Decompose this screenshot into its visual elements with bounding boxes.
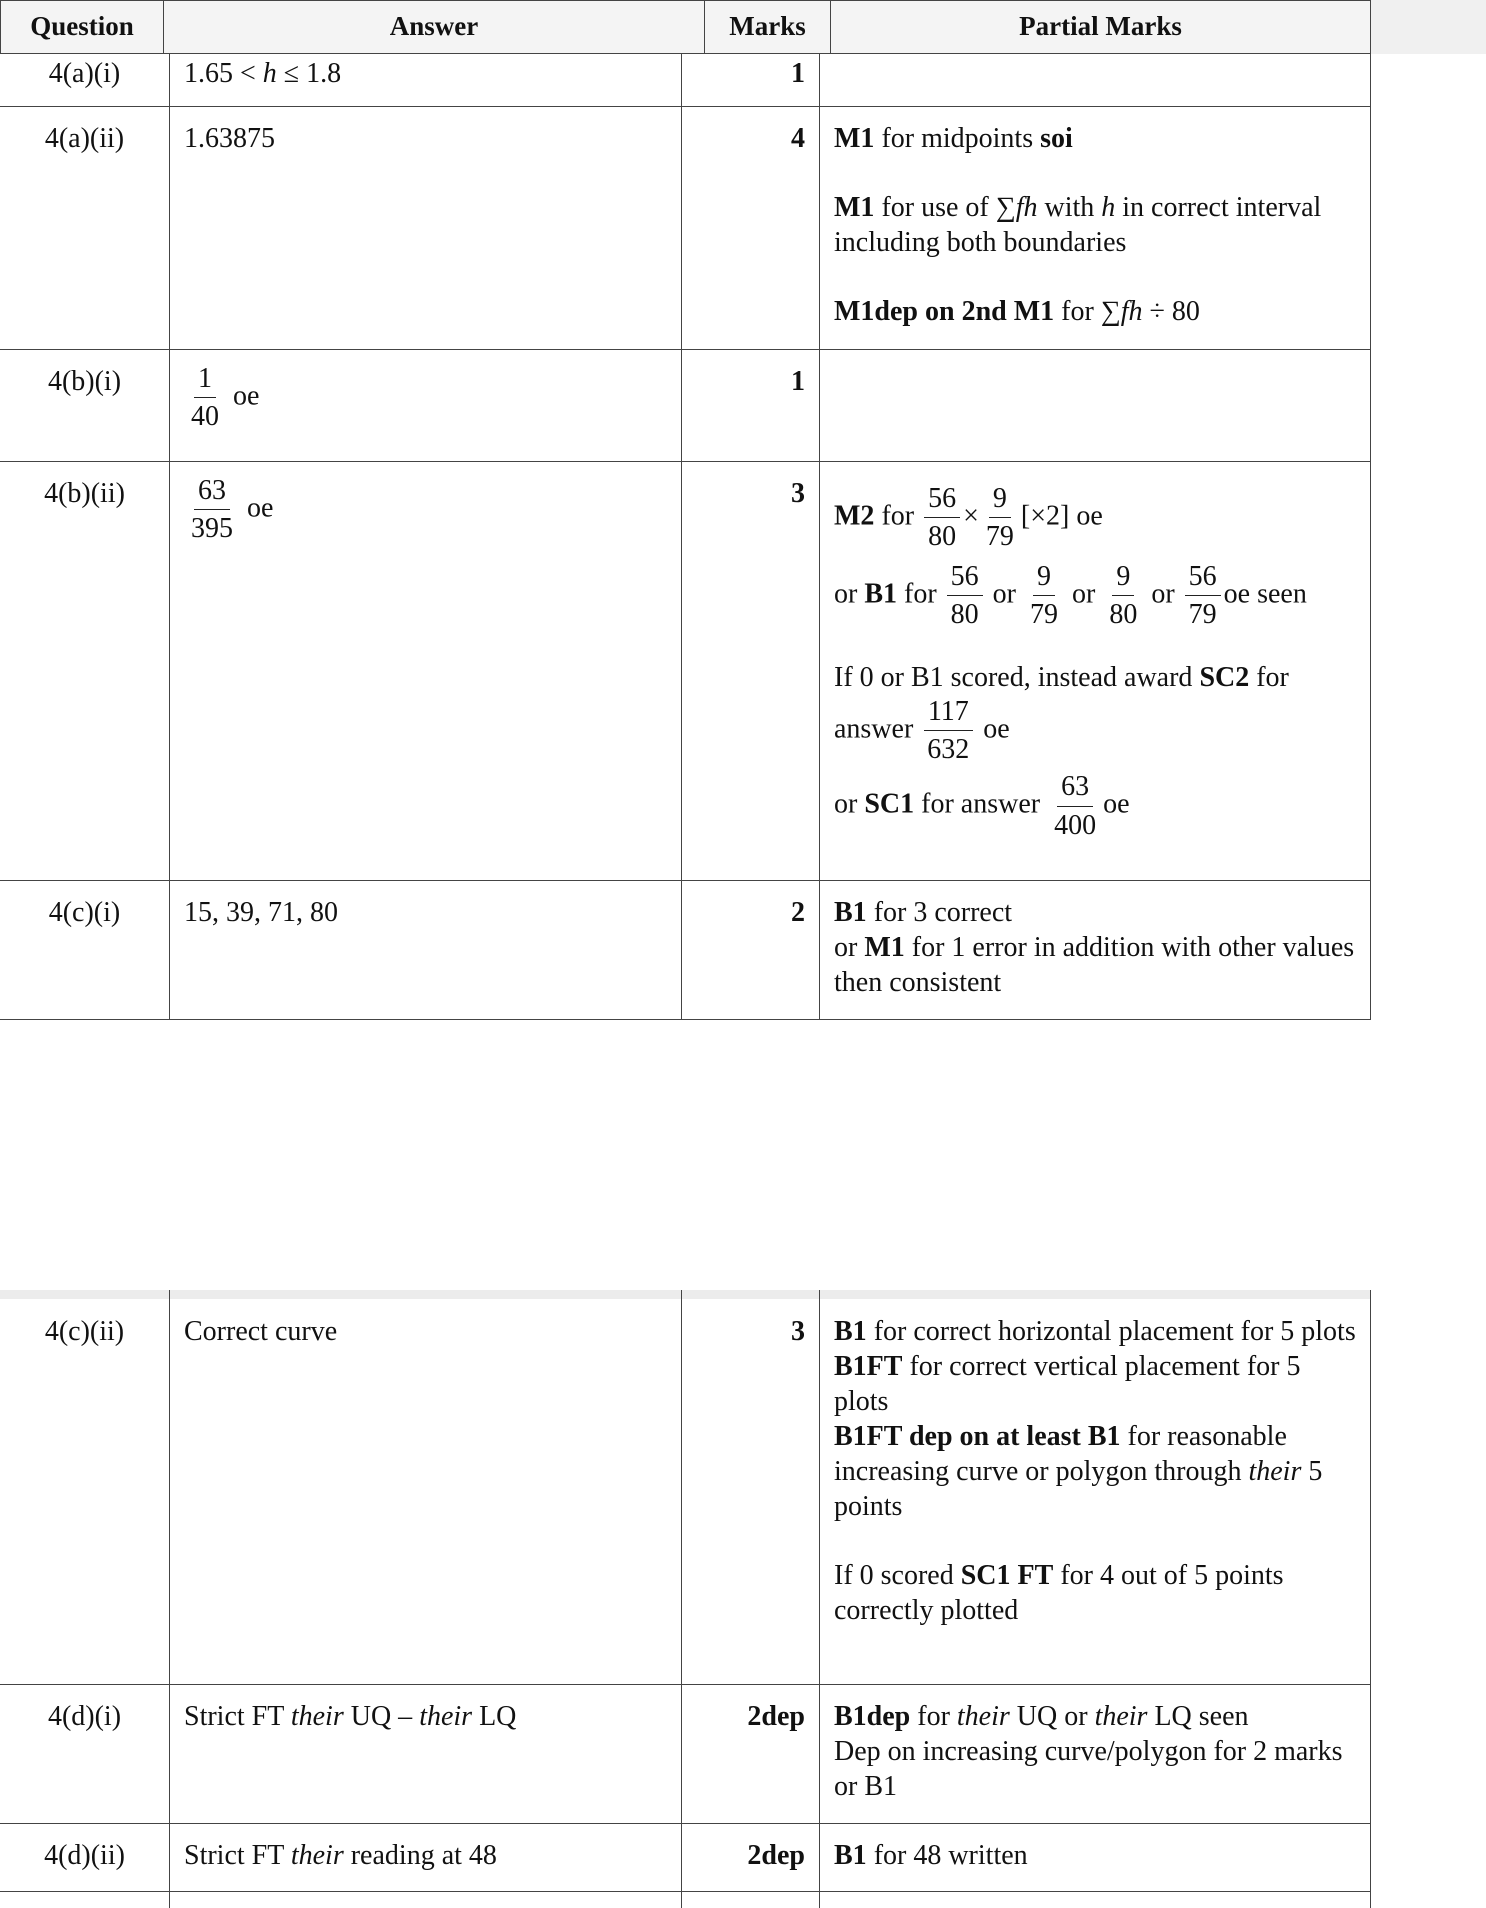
fraction-numerator: 63	[1057, 772, 1093, 806]
partial-text: for 1 error in addition with other values then consistent	[834, 932, 1355, 998]
fraction	[1105, 562, 1141, 630]
mark-code: SC1	[864, 788, 915, 820]
answer-cell	[170, 1824, 682, 1891]
marks-cell: 3	[682, 462, 820, 880]
partial-line	[834, 190, 1356, 260]
fraction	[947, 562, 983, 630]
answer-fraction	[187, 476, 237, 544]
partial-line	[834, 562, 1356, 630]
fraction-numerator: 117	[924, 697, 973, 731]
marks-cell: 3	[682, 1290, 820, 1684]
header-filler	[1370, 0, 1486, 54]
partial-text: If 0 scored	[834, 1560, 954, 1591]
marks-cell: 2	[682, 881, 820, 1019]
partial-line	[834, 697, 1356, 765]
question-cell: 4(d)(ii)	[0, 1824, 170, 1891]
partial-marks-cell	[820, 1290, 1371, 1684]
mark-code: B1	[864, 578, 898, 610]
answer-text: UQ –	[350, 1701, 413, 1732]
partial-text: or	[992, 578, 1016, 610]
partial-variable: fh	[1120, 296, 1143, 327]
answer-cell: 1.63875	[170, 107, 682, 349]
partial-line	[834, 294, 1356, 329]
partial-text: with	[1044, 192, 1095, 223]
partial-text: oe	[983, 712, 1010, 744]
fraction-denominator: 395	[191, 513, 233, 545]
header-marks: Marks	[704, 0, 831, 54]
partial-variable: fh	[1015, 192, 1038, 223]
answer-text: reading at 48	[350, 1840, 497, 1871]
mark-code: soi	[1040, 123, 1073, 154]
partial-text: ÷ 80	[1149, 296, 1200, 327]
table-row	[0, 881, 1371, 1020]
partial-text: for	[917, 1701, 950, 1732]
table-row	[0, 1824, 1371, 1892]
partial-text: UQ or	[1016, 1701, 1088, 1732]
answer-text: ≤ 1.8	[283, 58, 342, 89]
fraction-denominator: 80	[1109, 599, 1138, 631]
partial-line	[834, 1314, 1356, 1349]
fraction-denominator: 400	[1054, 809, 1097, 841]
fraction-denominator: 79	[985, 521, 1014, 553]
partial-text: for	[904, 578, 937, 610]
answer-italic: their	[290, 1840, 344, 1871]
partial-italic: their	[1094, 1701, 1148, 1732]
table-row	[0, 350, 1371, 462]
fraction-numerator: 63	[194, 476, 230, 510]
answer-italic: their	[290, 1701, 344, 1732]
mark-code: B1	[834, 1840, 867, 1871]
partial-text: for	[881, 500, 915, 532]
answer-text: Strict FT	[184, 1840, 284, 1871]
question-cell: 4(d)(i)	[0, 1685, 170, 1823]
table-row	[0, 54, 1371, 107]
question-cell: 4(b)(i)	[0, 350, 170, 461]
question-cell: 4(c)(ii)	[0, 1290, 170, 1684]
partial-text: for 4 out of 5 points correctly plotted	[834, 1560, 1284, 1626]
question-cell: 4(c)(i)	[0, 881, 170, 1019]
partial-marks-cell	[820, 350, 1371, 461]
answer-italic: their	[419, 1701, 473, 1732]
answer-suffix: oe	[233, 380, 260, 412]
answer-cell: Correct curve	[170, 1290, 682, 1684]
mark-code: M1dep on 2nd M1	[834, 296, 1055, 327]
fraction-numerator: 1	[194, 364, 216, 398]
answer-text: 1.65 <	[184, 58, 256, 89]
partial-line	[834, 930, 1356, 1000]
mark-code: B1FT dep on at least B1	[834, 1421, 1121, 1452]
answer-text: LQ	[479, 1701, 517, 1732]
fraction	[982, 484, 1018, 552]
answer-fraction	[187, 364, 223, 432]
answer-cell	[170, 1685, 682, 1823]
table-row	[0, 1685, 1371, 1824]
question-cell: 4(a)(i)	[0, 54, 170, 106]
table-row	[0, 107, 1371, 350]
partial-line	[834, 1349, 1356, 1419]
fraction-denominator: 80	[928, 521, 957, 553]
partial-text: oe	[1103, 788, 1130, 820]
partial-text: for midpoints	[881, 123, 1034, 154]
partial-text: oe seen	[1223, 578, 1307, 610]
partial-text: answer	[834, 712, 914, 744]
answer-variable: h	[262, 58, 277, 89]
partial-line	[834, 772, 1356, 840]
fraction	[1026, 562, 1062, 630]
mark-code: M2	[834, 500, 875, 532]
partial-italic: their	[1248, 1456, 1302, 1487]
answer-text: Strict FT	[184, 1701, 284, 1732]
answer-cell	[170, 350, 682, 461]
fraction-denominator: 632	[927, 733, 970, 765]
partial-text: or	[834, 578, 858, 610]
marks-cell: 2dep	[682, 1685, 820, 1823]
marks-cell: 2dep	[682, 1824, 820, 1891]
fraction-numerator: 56	[947, 562, 983, 596]
partial-text: for ∑	[1061, 296, 1121, 327]
fraction-numerator: 56	[1185, 562, 1221, 596]
fraction-numerator: 9	[1033, 562, 1055, 596]
partial-line	[834, 1558, 1356, 1628]
partial-line	[834, 895, 1356, 930]
partial-text: in correct interval including both boundaries	[834, 192, 1322, 258]
answer-cell	[170, 54, 682, 106]
question-cell: 4(a)(ii)	[0, 107, 170, 349]
fraction	[923, 697, 973, 765]
table-row-continued	[0, 1892, 1371, 1908]
answer-suffix: oe	[247, 492, 274, 524]
header-question: Question	[0, 0, 164, 54]
mark-code: B1	[834, 897, 867, 928]
partial-text: If 0 or B1 scored, instead award	[834, 661, 1193, 693]
mark-code: SC2	[1199, 661, 1250, 693]
partial-line	[834, 1419, 1356, 1524]
marks-cell	[682, 1892, 820, 1908]
mark-code: SC1 FT	[960, 1560, 1054, 1591]
partial-text: [×2] oe	[1020, 500, 1103, 532]
partial-text: for 3 correct	[873, 897, 1013, 928]
fraction	[1185, 562, 1221, 630]
mark-code: B1dep	[834, 1701, 911, 1732]
partial-line	[834, 484, 1356, 552]
fraction-denominator: 79	[1188, 599, 1217, 631]
marks-cell: 1	[682, 54, 820, 106]
header-answer: Answer	[163, 0, 705, 54]
partial-marks-cell	[820, 881, 1371, 1019]
partial-text: or	[834, 932, 858, 963]
mark-code: M1	[864, 932, 905, 963]
partial-marks-cell	[820, 1685, 1371, 1823]
times-sign: ×	[963, 500, 979, 532]
partial-text: or	[834, 788, 858, 820]
fraction-numerator: 9	[989, 484, 1011, 518]
partial-marks-cell	[820, 54, 1371, 106]
partial-marks-cell	[820, 1892, 1371, 1908]
partial-text: for 48 written	[873, 1840, 1028, 1871]
answer-cell	[170, 1892, 682, 1908]
partial-italic: their	[956, 1701, 1010, 1732]
partial-text: or	[1072, 578, 1096, 610]
fraction-denominator: 80	[950, 599, 979, 631]
marks-cell: 4	[682, 107, 820, 349]
partial-text: for correct vertical placement for 5 plots	[834, 1351, 1301, 1417]
partial-text: or	[1151, 578, 1175, 610]
partial-line: Dep on increasing curve/polygon for 2 marks or B1	[834, 1736, 1343, 1802]
table-row	[0, 1290, 1371, 1685]
partial-text: for correct horizontal placement for 5 plots	[873, 1316, 1356, 1347]
question-cell	[0, 1892, 170, 1908]
fraction	[924, 484, 960, 552]
partial-marks-cell	[820, 1824, 1371, 1891]
fraction-numerator: 9	[1112, 562, 1134, 596]
partial-text: for reasonable increasing curve or polygon through	[834, 1421, 1287, 1487]
mark-code: M1	[834, 192, 875, 223]
fraction-denominator: 79	[1030, 599, 1058, 631]
partial-variable: h	[1101, 192, 1116, 223]
mark-code: M1	[834, 123, 875, 154]
marks-cell: 1	[682, 350, 820, 461]
partial-line	[834, 1699, 1356, 1734]
partial-line	[834, 660, 1356, 695]
table-row	[0, 462, 1371, 881]
partial-text: 5 points	[834, 1456, 1323, 1522]
header-partial-marks: Partial Marks	[830, 0, 1371, 54]
mark-code: B1FT	[834, 1351, 903, 1382]
partial-line	[834, 121, 1356, 156]
fraction-numerator: 56	[924, 484, 960, 518]
answer-cell	[170, 462, 682, 880]
partial-marks-cell	[820, 462, 1371, 880]
partial-text: for	[1256, 661, 1289, 693]
partial-marks-cell	[820, 107, 1371, 349]
mark-code: B1	[834, 1316, 867, 1347]
partial-text: for use of ∑	[881, 192, 1016, 223]
fraction	[1050, 772, 1100, 840]
answer-cell: 15, 39, 71, 80	[170, 881, 682, 1019]
fraction-denominator: 40	[191, 401, 219, 433]
partial-text: LQ seen	[1154, 1701, 1249, 1732]
partial-text: for answer	[921, 788, 1041, 820]
question-cell: 4(b)(ii)	[0, 462, 170, 880]
